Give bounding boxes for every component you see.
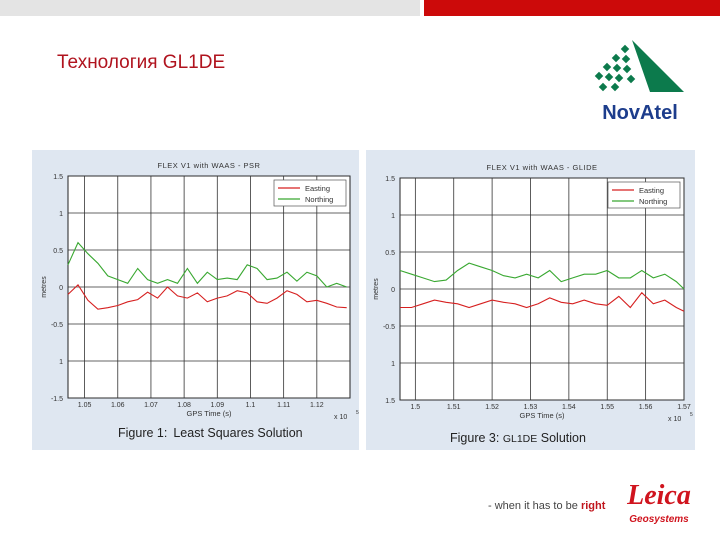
x-tick-label: 1.56	[638, 404, 653, 411]
x-tick-label: 1.05	[77, 402, 92, 409]
x-tick-label: 1.55	[600, 404, 615, 411]
legend-label-northing: Northing	[305, 195, 334, 204]
y-tick-label: 0.5	[385, 250, 395, 257]
y-tick-label: 1.5	[385, 398, 395, 405]
x-tick-label: 1.09	[210, 402, 225, 409]
novatel-logo-icon	[588, 38, 692, 124]
x-tick-label: 1.07	[144, 402, 158, 409]
y-axis-label: metres	[41, 276, 48, 298]
figure-3-panel	[366, 150, 695, 450]
x-tick-label: 1.51	[446, 404, 461, 411]
tagline-prefix: - when it has to be	[488, 500, 581, 512]
figure-3-caption-text: Solution	[540, 431, 586, 445]
figure-1-label: Figure 1:	[118, 426, 168, 440]
novatel-wordmark: NovAtel	[602, 102, 678, 124]
figure-3-label: Figure 3:	[450, 431, 500, 445]
top-bar-red	[424, 0, 720, 16]
y-axis-label: metres	[373, 278, 380, 300]
leica-subtitle: Geosystems	[629, 514, 689, 525]
legend-label-northing: Northing	[639, 197, 668, 206]
tagline	[488, 500, 605, 512]
x-axis-label: GPS Time (s)	[186, 409, 232, 418]
x-axis-exponent-power: 5	[690, 412, 693, 418]
x-tick-label: 1.06	[110, 402, 125, 409]
x-tick-label: 1.57	[677, 404, 691, 411]
y-tick-label: -1.5	[50, 396, 63, 403]
y-tick-label: 1.5	[53, 174, 63, 181]
figure-3-caption	[450, 431, 586, 445]
y-tick-label: 1	[391, 361, 395, 368]
y-tick-label: 0	[391, 287, 395, 294]
tagline-emphasis: right	[580, 500, 606, 512]
y-tick-label: -0.5	[50, 322, 63, 329]
figure-1-caption-text: Least Squares Solution	[173, 426, 303, 440]
leica-wordmark: Leica	[627, 480, 691, 511]
leica-logo-icon	[618, 480, 700, 528]
y-tick-label: 0.5	[53, 248, 63, 255]
x-axis-exponent-power: 5	[356, 410, 359, 416]
legend-label-easting: Easting	[305, 184, 331, 193]
x-tick-label: 1.54	[562, 404, 576, 411]
figure-1-panel	[32, 150, 359, 450]
y-tick-label: 1.5	[385, 176, 395, 183]
figure-3-caption-code: GL1DE	[502, 433, 538, 445]
x-axis-exponent: x 10	[334, 414, 348, 421]
x-tick-label: 1.52	[485, 404, 499, 411]
legend-label-easting: Easting	[639, 186, 665, 195]
y-tick-label: 1	[391, 213, 395, 220]
chart-title: FLEX V1 with WAAS - PSR	[157, 161, 261, 170]
y-tick-label: -0.5	[382, 324, 395, 331]
x-tick-label: 1.11	[277, 402, 291, 409]
y-tick-label: 0	[59, 285, 63, 292]
x-tick-label: 1.1	[245, 402, 256, 409]
figure-3-chart	[366, 150, 695, 450]
figure-1-chart	[32, 150, 359, 450]
y-tick-label: 1	[59, 359, 63, 366]
slide-title: Технология GL1DE	[57, 52, 226, 73]
x-tick-label: 1.5	[410, 404, 421, 411]
x-tick-label: 1.08	[177, 402, 191, 409]
x-axis-label: GPS Time (s)	[519, 411, 565, 420]
x-tick-label: 1.12	[310, 402, 324, 409]
y-tick-label: 1	[59, 211, 63, 218]
chart-title: FLEX V1 with WAAS - GLIDE	[486, 163, 598, 172]
x-axis-exponent: x 10	[668, 416, 682, 423]
top-bar-gray	[0, 0, 420, 16]
x-tick-label: 1.53	[523, 404, 538, 411]
figure-1-caption	[118, 426, 303, 440]
